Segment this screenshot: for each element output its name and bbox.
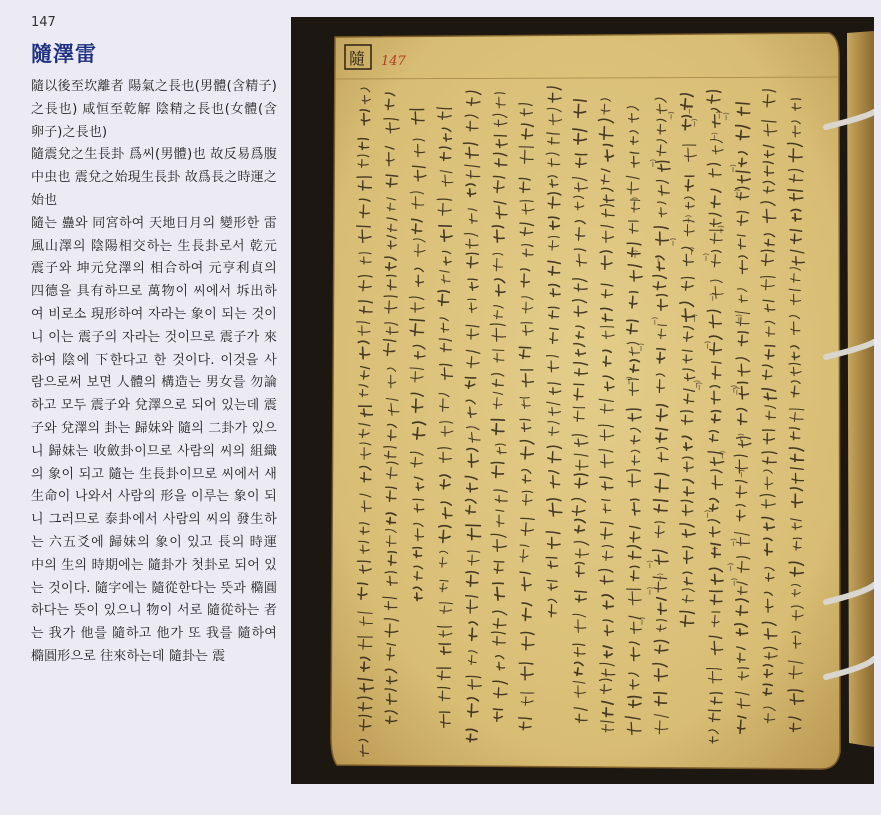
- manuscript-image: [291, 17, 874, 784]
- notebook-page: [331, 33, 840, 769]
- handwritten-page-number: 147: [381, 54, 406, 69]
- manuscript-photo: [291, 17, 874, 784]
- text-column: [31, 14, 277, 669]
- paragraph-3: 隨는 蠱와 同宮하여 天地日月의 變形한 雷風山澤의 陰陽相交하는 生長卦로서 乾元震子와 坤元兌澤의 相合하여 元亨利貞의 四德을 具有하므로 萬物이 씨에서 坼出하여 비로소 現形하여 자라는 象이 되는 것이니 이는 震子의 자라는 것이므로 震子가 來하여 陰에 下한다고 한 것이다. 이것을 사람으로써 보면 人體의 構造는 男女를 勿論하고 모두 震子와 兌澤으로 되어 있는데 震子와 兌澤의 卦는 歸妹와 隨의 二卦가 있으니 歸妹는 收斂卦이므로 사람의 씨의 組織의 象이 되고 隨는 生長卦이므로 씨에서 새 生命이 나와서 사람의 形을 이루는 象이 되니 그러므로 泰卦에서 사람의 씨의 發生하는 六五爻에 歸妹의 象이 있고 長의 時運中의 生의 時期에는 隨卦가 첫卦로 되어 있는 것이다. 隨字에는 隨從한다는 뜻과 橢圓하다는 뜻이 있으니 物이 서로 隨從하는 者는 我가 他를 隨하고 他가 또 我를 隨하여 橢圓形으로 往來하는데 隨卦는 震: [31, 215, 277, 664]
- paragraph-2: 隨震兌之生長卦 爲씨(男體)也 故反易爲腹中虫也 震兌之始現生長卦 故爲長之時運之始也: [31, 147, 277, 208]
- page-number: 147: [31, 15, 56, 30]
- page-title: 隨澤雷: [31, 42, 97, 66]
- handwritten-heading: 隨: [349, 49, 366, 68]
- paragraph-1: 隨以後至坎離者 陽氣之長也(男體(含精子)之長也) 咸恒至乾解 陰精之長也(女體(含卵子)之長也): [31, 79, 277, 140]
- next-page-edge: [847, 31, 874, 747]
